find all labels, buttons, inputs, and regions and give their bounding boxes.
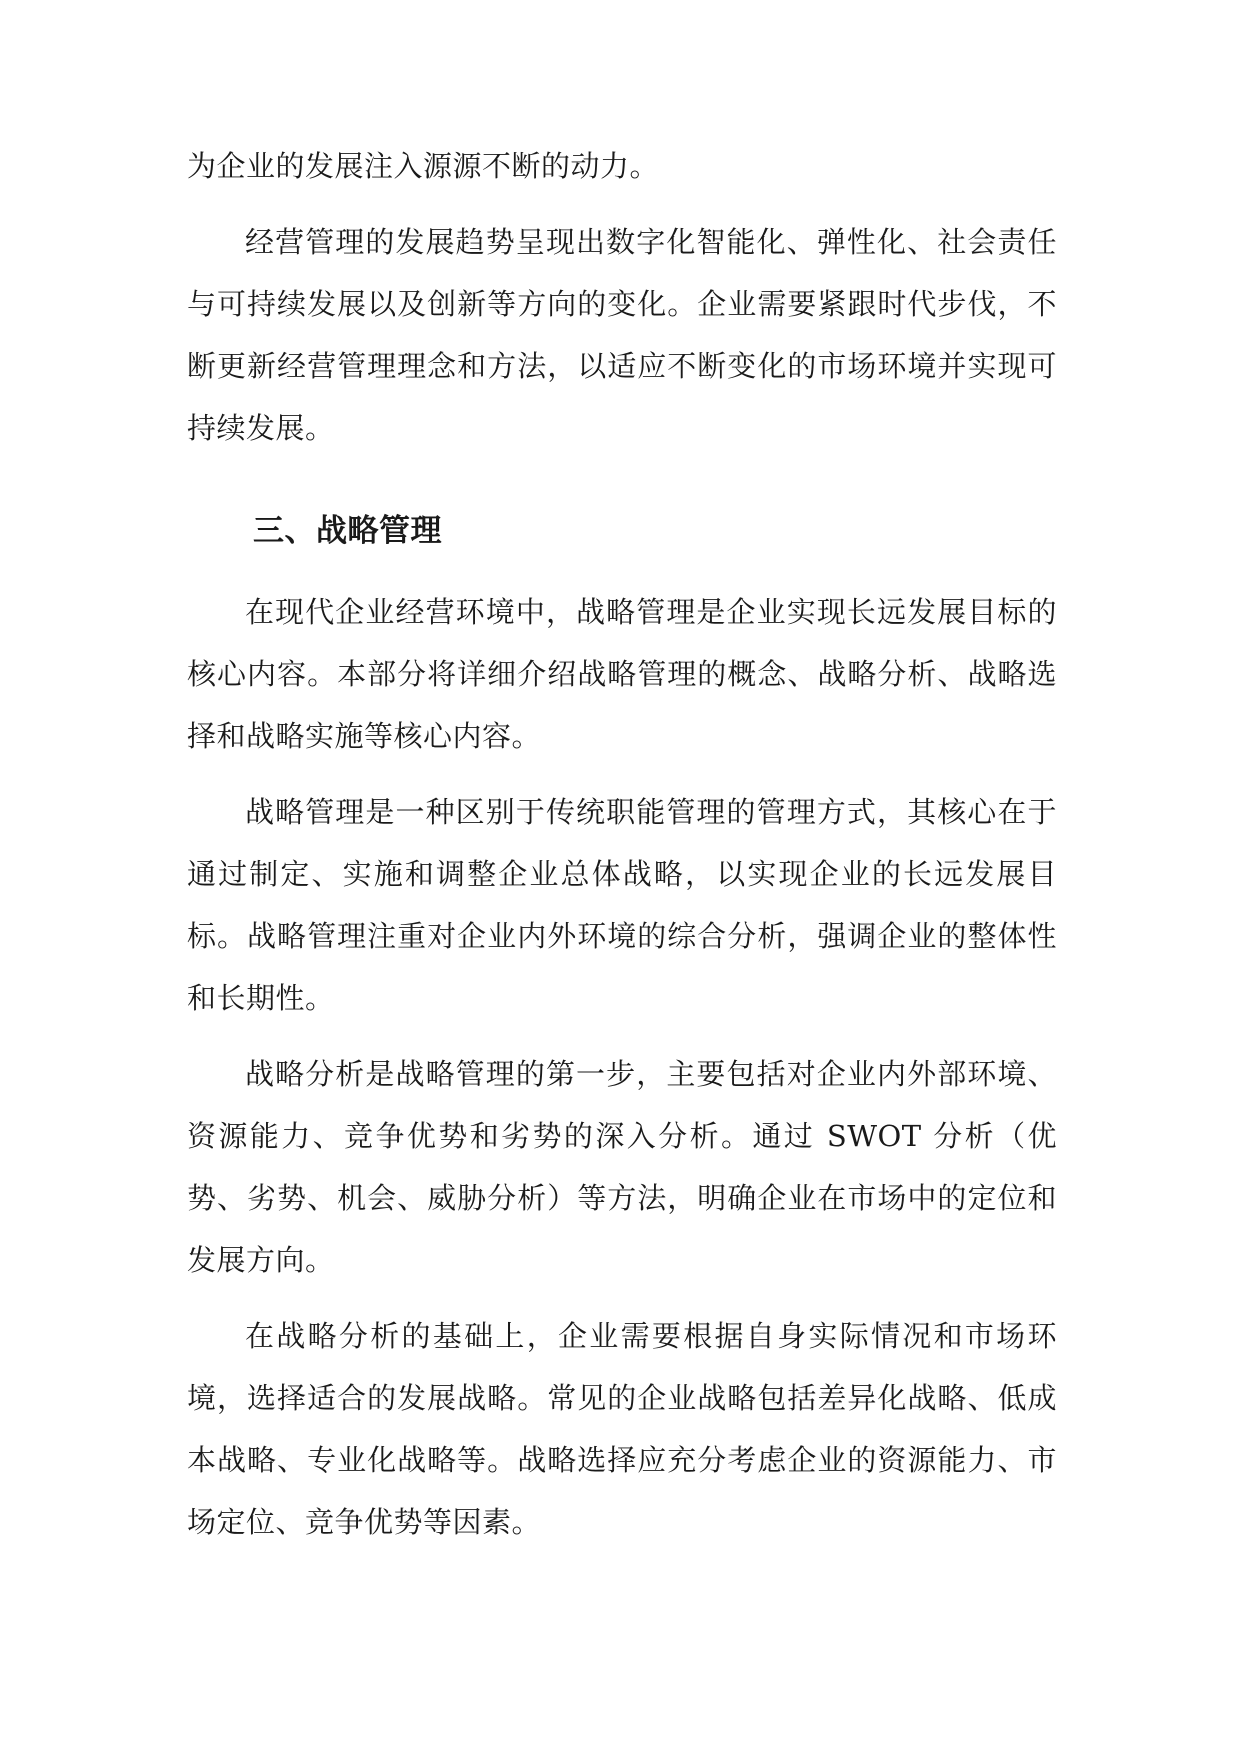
paragraph-analysis: 战略分析是战略管理的第一步，主要包括对企业内外部环境、资源能力、竞争优势和劣势的深入分析。通过 SWOT 分析（优势、劣势、机会、威胁分析）等方法，明确企业在市场中的定位和发展方向。 <box>187 1057 1057 1277</box>
paragraph-intro: 在现代企业经营环境中，战略管理是企业实现长远发展目标的核心内容。本部分将详细介绍战略管理的概念、战略分析、战略选择和战略实施等核心内容。 <box>187 595 1057 753</box>
paragraph-continuation: 为企业的发展注入源源不断的动力。 <box>187 149 660 183</box>
section-heading: 三、战略管理 <box>253 513 442 549</box>
document-page <box>187 135 1057 1553</box>
paragraph-definition: 战略管理是一种区别于传统职能管理的管理方式，其核心在于通过制定、实施和调整企业总体战略，以实现企业的长远发展目标。战略管理注重对企业内外环境的综合分析，强调企业的整体性和长期性。 <box>187 795 1057 1015</box>
paragraph-trends: 经营管理的发展趋势呈现出数字化智能化、弹性化、社会责任与可持续发展以及创新等方向的变化。企业需要紧跟时代步伐，不断更新经营管理理念和方法，以适应不断变化的市场环境并实现可持续发展。 <box>187 225 1057 445</box>
paragraph-selection: 在战略分析的基础上，企业需要根据自身实际情况和市场环境，选择适合的发展战略。常见的企业战略包括差异化战略、低成本战略、专业化战略等。战略选择应充分考虑企业的资源能力、市场定位、竞争优势等因素。 <box>187 1319 1057 1539</box>
